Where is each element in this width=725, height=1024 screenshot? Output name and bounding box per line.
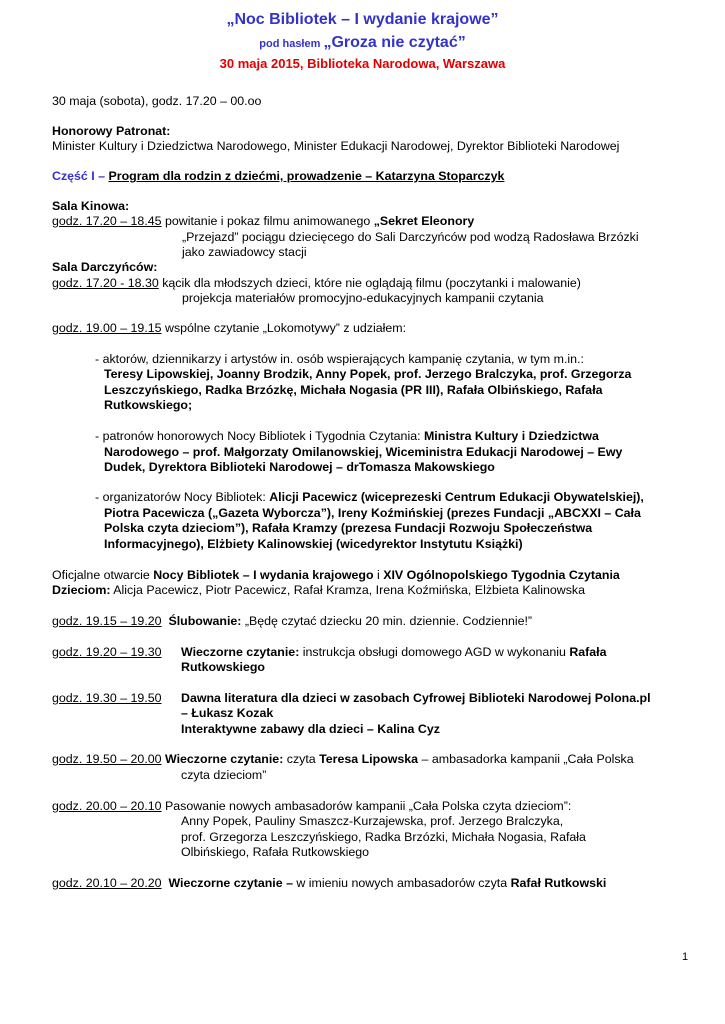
schedule-row <box>52 799 571 813</box>
sala-kinowa-heading: Sala Kinowa: <box>52 199 130 213</box>
sala-darczyncow-line2: projekcja materiałów promocyjno-edukacyjnych kampanii czytania <box>182 291 544 305</box>
schedule-line2: Rutkowskiego <box>181 660 265 674</box>
time-slot: godz. 19.15 – 19.20 <box>52 614 162 628</box>
part-one-prefix: Część I – <box>52 169 109 183</box>
opening-text: Oficjalne otwarcie <box>52 568 154 582</box>
document-title: „Noc Bibliotek – I wydanie krajowe” <box>226 11 499 28</box>
sala-darczyncow-text: kącik dla młodszych dzieci, które nie oglądają filmu (poczytanki i malowanie) <box>158 276 581 290</box>
document-subtitle <box>0 34 725 52</box>
schedule-title: Wieczorne czytanie: <box>181 645 300 659</box>
page-number: 1 <box>682 951 689 963</box>
schedule-text: „Będę czytać dziecku 20 min. dziennie. Codziennie!” <box>241 614 533 628</box>
schedule-title: Wieczorne czytanie – <box>168 876 293 890</box>
group-organizers-lead <box>95 490 644 504</box>
schedule-text: Pasowanie nowych ambasadorów kampanii „Cała Polska czyta dzieciom”: <box>161 799 572 813</box>
time-slot: godz. 17.20 - 18.30 <box>52 276 159 290</box>
schedule-text2: – ambasadorka kampanii „Cała Polska <box>418 752 634 766</box>
schedule-line2: Anny Popek, Pauliny Smaszcz-Kurzajewska, prof. Jerzego Bralczyka, <box>181 814 564 828</box>
schedule-text: instrukcja obsługi domowego AGD w wykonaniu <box>299 645 570 659</box>
group-patrons-line2: Narodowego – prof. Małgorzaty Omilanowskiej, Wiceministra Edukacji Narodowej – Ewy <box>104 445 623 459</box>
time-slot: godz. 19.30 – 19.50 <box>52 691 162 705</box>
part-one-heading <box>52 169 504 183</box>
sala-darczyncow-heading: Sala Darczyńców: <box>52 260 158 274</box>
schedule-title: Wieczorne czytanie: <box>165 752 284 766</box>
subtitle-motto: „Groza nie czytać” <box>323 34 466 51</box>
opening-line1 <box>52 568 620 582</box>
opening-and: i <box>373 568 384 582</box>
schedule-line2: – Łukasz Kozak <box>181 706 274 720</box>
group-artists-lead: - aktorów, dziennikarzy i artystów in. osób wspierających kampanię czytania, w tym m.in.: <box>95 352 584 366</box>
schedule-name: Teresa Lipowska <box>319 752 419 766</box>
group-patrons-lead <box>95 429 599 443</box>
group-artists-line2: Teresy Lipowskiej, Joanny Brodzik, Anny Popek, prof. Jerzego Bralczyka, prof. Grzegorza <box>104 367 632 381</box>
patronage-heading: Honorowy Patronat: <box>52 124 171 138</box>
opening-line2 <box>52 583 585 597</box>
opening-bold2: XIV Ogólnopolskiego Tygodnia Czytania <box>383 568 620 582</box>
opening-names: Alicja Pacewicz, Piotr Pacewicz, Rafał Kramza, Irena Koźmińska, Elżbieta Kalinowska <box>110 583 586 597</box>
schedule-text: czyta <box>283 752 320 766</box>
group-organizers-line4: Informacyjnego), Elżbiety Kalinowskiej (wicedyrektor Instytutu Książki) <box>104 537 523 551</box>
opening-bold3: Dzieciom: <box>52 583 111 597</box>
group-patrons-text: - patronów honorowych Nocy Bibliotek i Tygodnia Czytania: <box>95 429 424 443</box>
schedule-name: Rafał Rutkowski <box>510 876 607 890</box>
film-title: „Sekret Eleonory <box>373 214 475 228</box>
schedule-line3: Interaktywne zabawy dla dzieci – Kalina Cyz <box>181 722 440 736</box>
time-slot: godz. 19.20 – 19.30 <box>52 645 162 659</box>
lokomotywa-text: wspólne czytanie „Lokomotywy” z udziałem: <box>161 321 407 335</box>
schedule-title: Dawna literatura dla dzieci w zasobach Cyfrowej Biblioteki Narodowej Polona.pl <box>181 691 651 705</box>
sala-kinowa-line3: jako zawiadowcy stacji <box>182 245 307 259</box>
schedule-row <box>52 691 162 705</box>
schedule-line2: czyta dzieciom” <box>181 768 267 782</box>
schedule-row <box>52 876 606 890</box>
schedule-row <box>52 752 634 766</box>
schedule-title: Ślubowanie: <box>168 614 242 628</box>
sala-darczyncow-row <box>52 276 581 290</box>
subtitle-prefix: pod hasłem <box>259 38 324 50</box>
patronage-text: Minister Kultury i Dziedzictwa Narodowego, Minister Edukacji Narodowej, Dyrektor Biblioteki Narodowej <box>52 139 620 153</box>
group-organizers-text: - organizatorów Nocy Bibliotek: <box>95 490 270 504</box>
group-organizers-line3: Polska czyta dzieciom”), Rafała Kramzy (prezesa Fundacji Rozwoju Społeczeństwa <box>104 521 593 535</box>
group-organizers-line2: Piotra Pacewicza („Gazeta Wyborcza”), Ireny Koźmińskiej (prezes Fundacji „ABCXXI – Cała <box>104 506 641 520</box>
time-slot: godz. 20.00 – 20.10 <box>52 799 162 813</box>
schedule-row <box>52 614 532 628</box>
event-date-time: 30 maja (sobota), godz. 17.20 – 00.oo <box>52 94 262 108</box>
sala-kinowa-text: powitanie i pokaz filmu animowanego <box>161 214 374 228</box>
schedule-line3: prof. Grzegorza Leszczyńskiego, Radka Brzózki, Michała Nogasia, Rafała <box>181 830 586 844</box>
lokomotywa-row <box>52 321 406 335</box>
event-date-line: 30 maja 2015, Biblioteka Narodowa, Warszawa <box>219 56 506 71</box>
group-patrons-line3: Dudek, Dyrektora Biblioteki Narodowej – drTomasza Makowskiego <box>104 460 495 474</box>
group-organizers-bold: Alicji Pacewicz (wiceprezeski Centrum Edukacji Obywatelskiej), <box>269 490 644 504</box>
sala-kinowa-line2: „Przejazd” pociągu dziecięcego do Sali Darczyńców pod wodzą Radosława Brzózki <box>182 230 639 244</box>
part-one-title: Program dla rodzin z dziećmi, prowadzenie – Katarzyna Stoparczyk <box>108 169 505 183</box>
time-slot: godz. 19.00 – 19.15 <box>52 321 162 335</box>
time-slot: godz. 19.50 – 20.00 <box>52 752 162 766</box>
schedule-line <box>181 645 607 659</box>
group-patrons-bold: Ministra Kultury i Dziedzictwa <box>423 429 599 443</box>
time-slot: godz. 20.10 – 20.20 <box>52 876 162 890</box>
schedule-name: Rafała <box>569 645 607 659</box>
group-artists-line4: Rutkowskiego; <box>104 398 193 412</box>
group-artists-line3: Leszczyńskiego, Radka Brzózkę, Michała Nogasia (PR III), Rafała Olbińskiego, Rafała <box>104 383 603 397</box>
time-slot: godz. 17.20 – 18.45 <box>52 214 162 228</box>
opening-bold1: Nocy Bibliotek – I wydania krajowego <box>153 568 374 582</box>
sala-kinowa-row <box>52 214 474 228</box>
schedule-row <box>52 645 162 659</box>
schedule-text: w imieniu nowych ambasadorów czyta <box>292 876 511 890</box>
schedule-line4: Olbińskiego, Rafała Rutkowskiego <box>181 845 370 859</box>
